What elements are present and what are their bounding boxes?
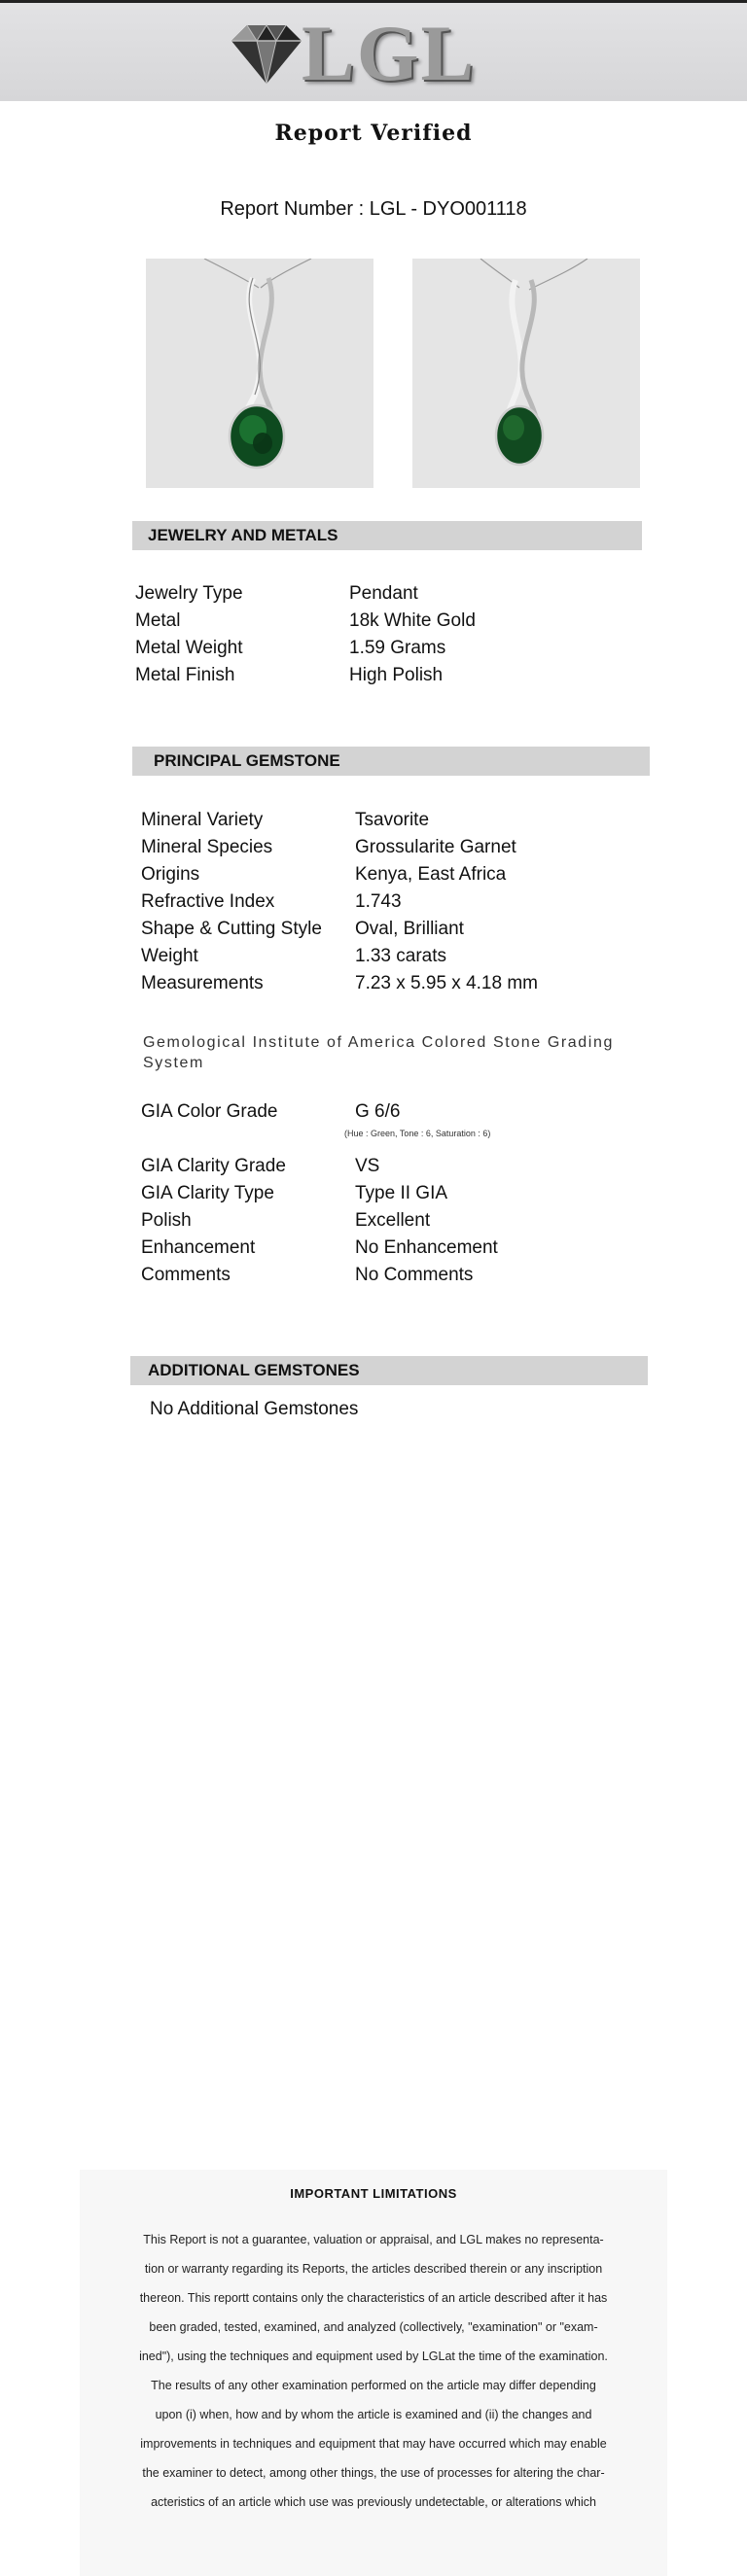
table-row [135,635,476,662]
table-row [135,608,476,635]
limitations-text [97,2225,650,2517]
jewelry-metals-table [135,580,476,689]
row-value: Grossularite Garnet [355,837,516,857]
hue-note: (Hue : Green, Tone : 6, Saturation : 6) [344,1129,491,1138]
row-label: Measurements [141,973,264,993]
limitations-line: upon (i) when, how and by whom the article is examined and (ii) the changes and [155,2408,592,2421]
row-label: Origins [141,864,200,885]
limitations-line: the examiner to detect, among other things, the use of processes for altering the char- [142,2466,605,2480]
table-row [141,943,538,970]
row-value: Tsavorite [355,810,430,830]
table-row [141,888,538,916]
pendant-front-photo [146,259,374,488]
limitations-line: thereon. This reportt contains only the characteristics of an article described after it has [139,2291,608,2305]
no-additional-gemstones-text: No Additional Gemstones [150,1399,359,1419]
table-row [141,1235,498,1262]
report-number: Report Number : LGL - DYO001118 [220,198,527,220]
row-label: GIA Clarity Grade [141,1156,286,1176]
row-label: GIA Clarity Type [141,1183,274,1203]
row-label: Jewelry Type [135,583,243,604]
row-label: Polish [141,1210,192,1231]
row-label: Weight [141,946,198,966]
row-value: 7.23 x 5.95 x 4.18 mm [355,973,538,993]
table-row [141,1180,498,1207]
table-row [141,916,538,943]
limitations-line: ined"), using the techniques and equipment used by LGLat the time of the examination. [139,2350,608,2363]
table-row [141,834,538,861]
limitations-line: improvements in techniques and equipment that may have occurred which may enable [140,2437,607,2451]
table-row [141,970,538,997]
logo[interactable] [226,9,477,97]
table-row [141,1262,498,1289]
row-label: Metal Finish [135,665,235,685]
gia-grading-heading: Gemological Institute of America Colored Stone Grading System [143,1034,614,1071]
row-label: GIA Color Grade [141,1101,278,1122]
limitations-line: The results of any other examination performed on the article may differ depending [151,2379,596,2392]
table-row [141,861,538,888]
pendant-side-photo [412,259,640,488]
table-row [141,1098,400,1126]
limitations-line: been graded, tested, examined, and analyzed (collectively, "examination" or "exam- [149,2320,598,2334]
jewelry-metals-heading: JEWELRY AND METALS [132,521,642,550]
row-value: G 6/6 [355,1101,401,1122]
row-label: Metal [135,610,181,631]
header-banner [0,0,747,101]
table-row [141,807,538,834]
row-value: No Comments [355,1265,474,1285]
gia-color-grade-table [141,1098,400,1126]
logo-text: LGL [302,9,477,97]
row-value: 1.59 Grams [349,638,446,658]
diamond-icon [226,19,307,87]
table-row [141,1207,498,1235]
principal-gemstone-heading: PRINCIPAL GEMSTONE [132,747,650,776]
row-value: 18k White Gold [349,610,476,631]
row-value: Oval, Brilliant [355,919,464,939]
table-row [141,1153,498,1180]
principal-gemstone-table [141,807,538,997]
row-value: 1.743 [355,891,402,912]
row-label: Mineral Species [141,837,273,857]
row-value: Kenya, East Africa [355,864,507,885]
limitations-line: acteristics of an article which use was previously undetectable, or alterations which [151,2495,596,2509]
row-label: Comments [141,1265,231,1285]
row-label: Refractive Index [141,891,275,912]
row-label: Shape & Cutting Style [141,919,322,939]
limitations-title: IMPORTANT LIMITATIONS [290,2186,457,2201]
row-value: VS [355,1156,380,1176]
row-label: Mineral Variety [141,810,264,830]
row-value: 1.33 carats [355,946,446,966]
table-row [135,580,476,608]
limitations-line: This Report is not a guarantee, valuation or appraisal, and LGL makes no representa- [143,2233,604,2246]
row-label: Enhancement [141,1237,256,1258]
gia-grade-table [141,1153,498,1289]
report-title: Report Verified [274,121,473,146]
row-value: Type II GIA [355,1183,448,1203]
row-value: Pendant [349,583,418,604]
row-value: High Polish [349,665,444,685]
table-row [135,662,476,689]
additional-gemstones-heading: ADDITIONAL GEMSTONES [130,1356,648,1385]
row-label: Metal Weight [135,638,243,658]
row-value: No Enhancement [355,1237,498,1258]
limitations-line: tion or warranty regarding its Reports, the articles described therein or any inscription [144,2262,603,2276]
row-value: Excellent [355,1210,431,1231]
